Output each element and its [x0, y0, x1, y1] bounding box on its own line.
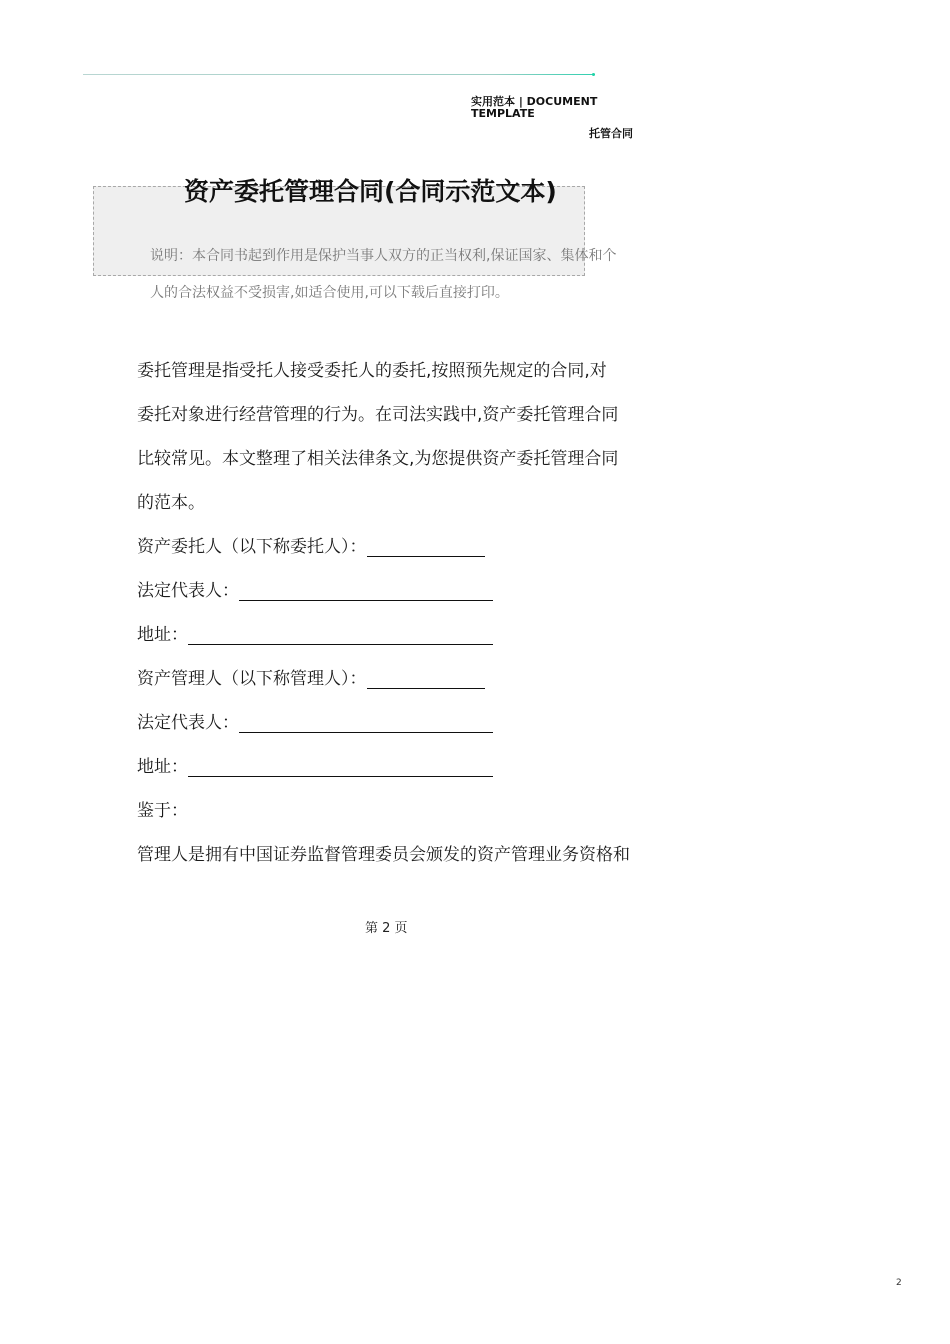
entrustor-representative-blank[interactable] — [239, 580, 493, 601]
entrustor-address-field — [137, 620, 493, 645]
note-text-line: 说明：本合同书起到作用是保护当事人双方的正当权利,保证国家、集体和个 — [150, 248, 617, 264]
entrustor-representative-field — [137, 576, 493, 601]
entrustor-field — [137, 532, 485, 557]
manager-address-field — [137, 752, 493, 777]
manager-representative-blank[interactable] — [239, 712, 493, 733]
body-paragraph-line: 的范本。 — [137, 493, 205, 513]
manager-representative-field — [137, 708, 493, 733]
whereas-label: 鉴于： — [137, 801, 188, 821]
field-label: 资产委托人（以下称委托人）： — [137, 537, 367, 557]
body-paragraph-line: 管理人是拥有中国证券监督管理委员会颁发的资产管理业务资格和 — [137, 845, 630, 865]
entrustor-blank[interactable] — [367, 536, 485, 557]
field-label: 法定代表人： — [137, 713, 239, 733]
body-paragraph-line: 委托管理是指受托人接受委托人的委托,按照预先规定的合同,对 — [137, 361, 607, 381]
page-number: 第 2 页 — [365, 921, 408, 936]
document-category-label: 托管合同 — [589, 127, 633, 140]
header-rule — [83, 74, 595, 75]
field-label: 地址： — [137, 757, 188, 777]
corner-page-number: 2 — [896, 1278, 902, 1288]
field-label: 资产管理人（以下称管理人）： — [137, 669, 367, 689]
field-label: 法定代表人： — [137, 581, 239, 601]
document-title: 资产委托管理合同(合同示范文本) — [184, 177, 557, 206]
note-text-line: 人的合法权益不受损害,如适合使用,可以下载后直接打印。 — [150, 285, 509, 301]
field-label: 地址： — [137, 625, 188, 645]
body-paragraph-line: 委托对象进行经营管理的行为。在司法实践中,资产委托管理合同 — [137, 405, 619, 425]
manager-blank[interactable] — [367, 668, 485, 689]
document-template-label: 实用范本 | DOCUMENT TEMPLATE — [471, 95, 598, 120]
entrustor-address-blank[interactable] — [188, 624, 493, 645]
body-paragraph-line: 比较常见。本文整理了相关法律条文,为您提供资产委托管理合同 — [137, 449, 619, 469]
manager-field — [137, 664, 485, 689]
manager-address-blank[interactable] — [188, 756, 493, 777]
header-rule-accent — [592, 73, 595, 76]
